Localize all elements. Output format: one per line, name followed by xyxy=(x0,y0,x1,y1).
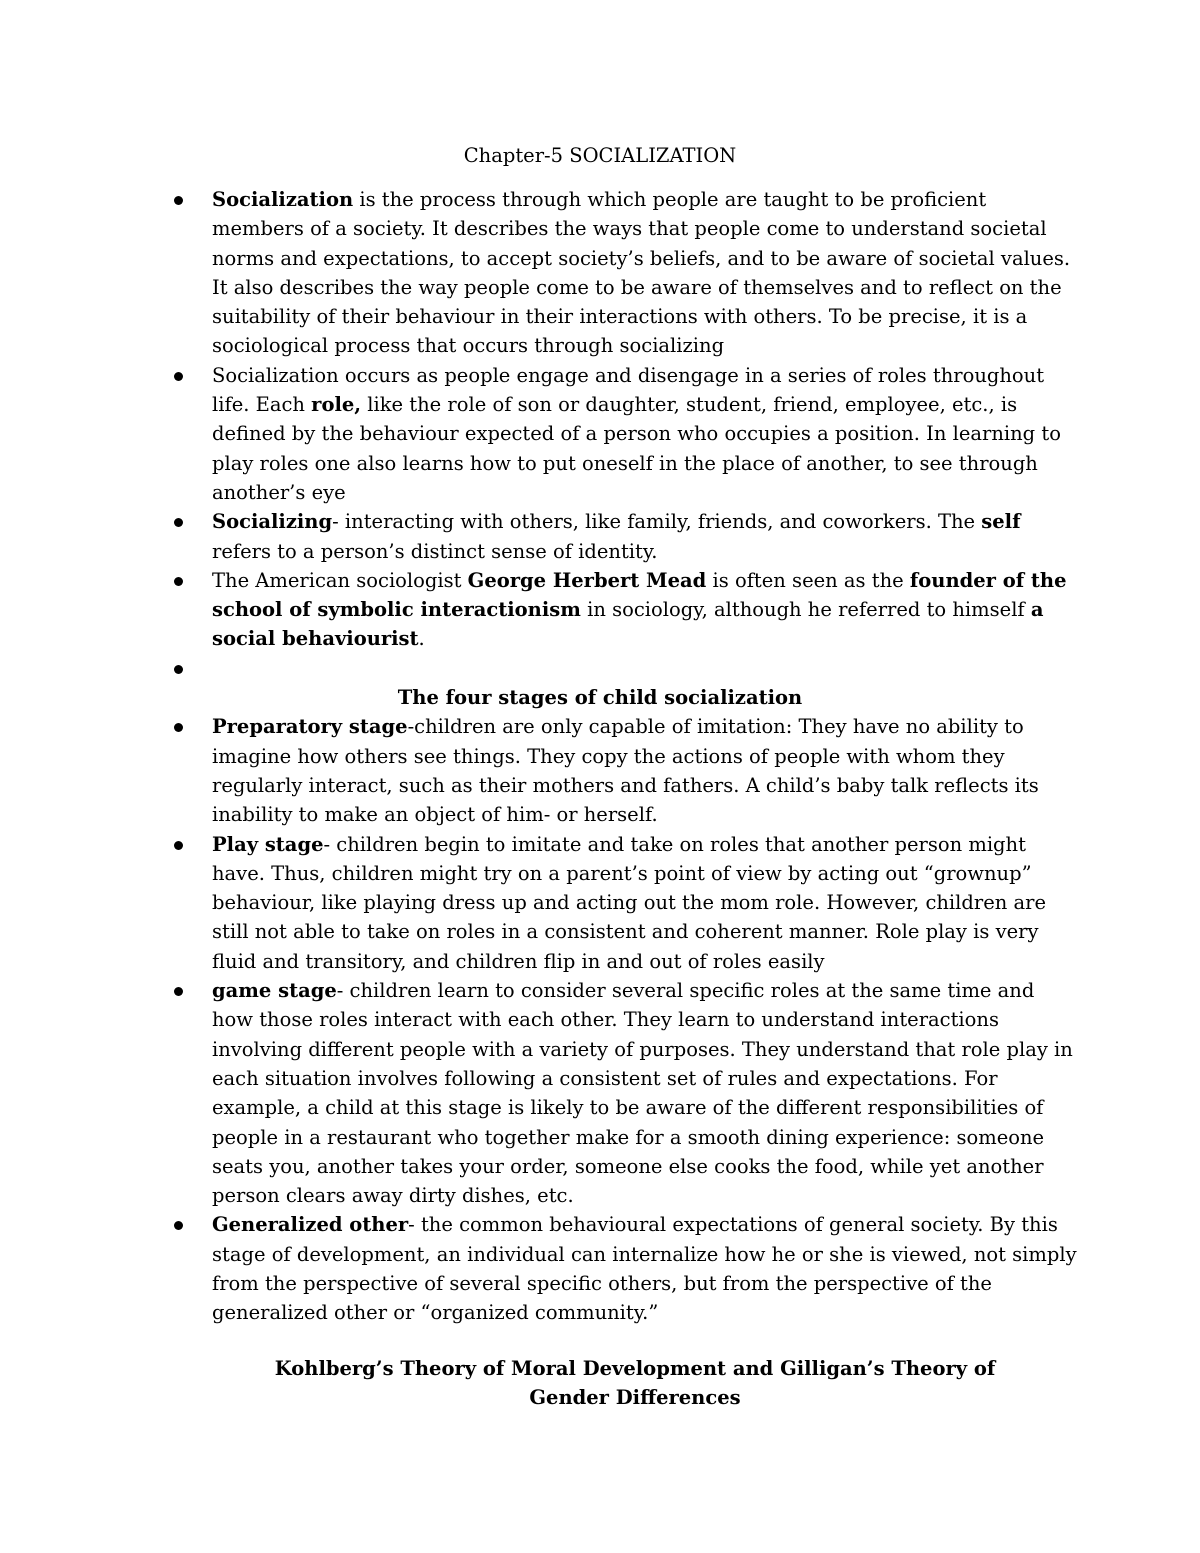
term-george-herbert-mead: George Herbert Mead xyxy=(467,568,707,592)
bullet-icon xyxy=(174,196,183,205)
paragraph-text: is often seen as the xyxy=(706,568,910,592)
list-item xyxy=(212,1210,1077,1327)
list-item xyxy=(212,976,1077,1210)
paragraph-text: like the role of son or daughter, student, friend, employee, etc., is defined by the behaviour expected of a person who occupies a position. In learning to play roles one also learns how to put oneself in the place of another, to see through another’s eye xyxy=(212,393,1061,504)
term-generalized-other: Generalized other xyxy=(212,1213,409,1237)
term-role: role, xyxy=(311,393,362,417)
paragraph-text: refers to a person’s distinct sense of identity. xyxy=(212,539,658,563)
term-founder: founder of the school of symbolic interactionism xyxy=(212,568,1067,622)
list-item xyxy=(212,712,1077,829)
paragraph-text: - the common behavioural expectations of general society. By this stage of development, an individual can internalize how he or she is viewed, not simply from the perspective of several specific others, but from the perspective of the generalized other or “organized community.” xyxy=(212,1213,1077,1325)
term-play-stage: Play stage xyxy=(212,832,324,856)
bullet-icon xyxy=(174,987,183,996)
paragraph-text: - children learn to consider several specific roles at the same time and how those roles interact with each other. They learn to understand interactions involving different people with a variety of purposes. They understand that role play in each situation involves following a consistent set of rules and expectations. For example, a child at this stage is likely to be aware of the different responsibilities of people in a restaurant who together make for a smooth dining experience: someone seats you, another takes your order, someone else cooks the food, while yet another person clears away dirty dishes, etc. xyxy=(212,979,1073,1208)
list-item xyxy=(212,185,1077,361)
subheading-row xyxy=(212,683,1077,712)
list-item xyxy=(212,507,1077,566)
bullet-icon xyxy=(174,372,183,381)
list-item-empty xyxy=(212,654,1077,683)
term-self: self xyxy=(981,510,1021,534)
term-socialization: Socialization xyxy=(212,188,354,211)
paragraph-text: -children are only capable of imitation: They have no ability to imagine how others see things. They copy the actions of people with whom they regularly interact, such as their mothers and fathers. A child’s baby talk reflects its inability to make an object of him- or herself. xyxy=(212,715,1039,827)
term-socializing: Socializing xyxy=(212,510,333,534)
chapter-title: Chapter-5 SOCIALIZATION xyxy=(463,144,737,167)
term-social-behaviourist: a social behaviourist xyxy=(212,598,1044,651)
term-preparatory-stage: Preparatory stage xyxy=(212,715,408,739)
paragraph-text: Socialization occurs as people engage and disengage in a series of roles throughout life. Each xyxy=(212,363,1045,417)
paragraph-text: - children begin to imitate and take on roles that another person might have. Thus, children might try on a parent’s point of view by acting out “grownup” behaviour, like playing dress up and acting out the mom role. However, children are still not able to take on roles in a consistent and coherent manner. Role play is very fluid and transitory, and children flip in and out of roles easily xyxy=(212,832,1046,973)
paragraph-text: is the process through which people are taught to be proficient members of a society. It describes the ways that people come to understand societal norms and expectations, to accept society’s beliefs, and to be aware of societal values. It also describes the way people come to be aware of themselves and to reflect on the suitability of their behaviour in their interactions with others. To be precise, it is a sociological process that occurs through socializing xyxy=(212,188,1071,358)
bullet-icon xyxy=(174,518,183,527)
section-heading-kohlberg: Kohlberg’s Theory of Moral Development and Gilligan’s Theory of Gender Differences xyxy=(274,1357,996,1410)
bullet-icon xyxy=(174,841,183,850)
bullet-icon xyxy=(174,1221,183,1230)
list-item xyxy=(212,566,1077,654)
paragraph-text: . xyxy=(418,627,425,651)
bullet-list xyxy=(212,185,1077,1328)
paragraph-text: The American sociologist xyxy=(212,568,468,592)
term-game-stage: game stage xyxy=(212,979,337,1003)
paragraph-text: in sociology, although he referred to himself xyxy=(580,598,1031,622)
list-item xyxy=(212,361,1077,507)
bullet-icon xyxy=(174,577,183,586)
bullet-icon xyxy=(174,665,183,674)
bullet-icon xyxy=(174,723,183,732)
paragraph-text: - interacting with others, like family, friends, and coworkers. The xyxy=(332,510,982,534)
list-item xyxy=(212,830,1077,976)
stages-heading: The four stages of child socialization xyxy=(397,686,803,710)
